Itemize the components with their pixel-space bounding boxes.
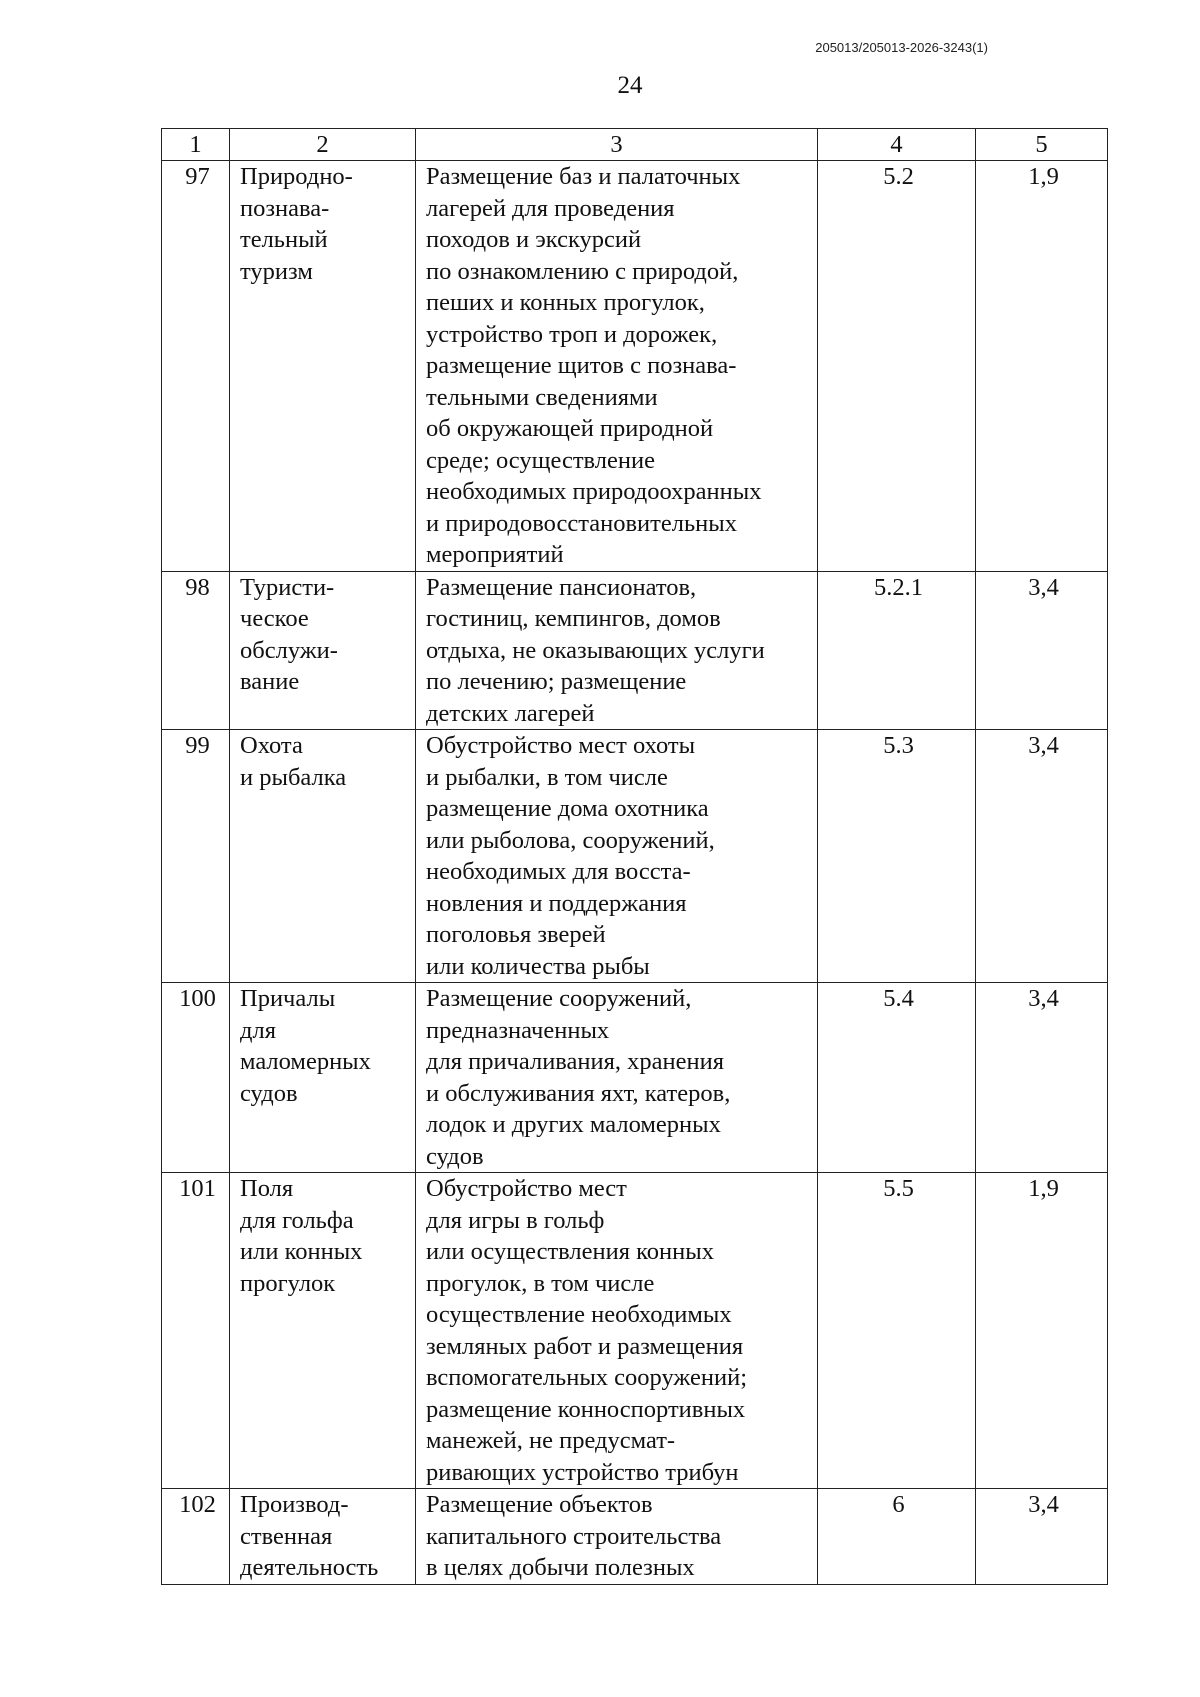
- description-line: тельными сведениями: [426, 383, 658, 411]
- land-use-table: [161, 128, 1108, 1585]
- row-number-cell: 99: [162, 730, 230, 983]
- description-line: Размещение сооружений,: [426, 985, 692, 1012]
- description-line: в целях добычи полезных: [426, 1554, 695, 1581]
- name-line: маломерных: [240, 1048, 371, 1075]
- description-line: необходимых для восста-: [426, 858, 691, 885]
- description-line: размещение щитов с познава-: [426, 352, 737, 379]
- name-line: Поля: [240, 1175, 294, 1202]
- name-line: или конных: [240, 1238, 363, 1265]
- code-cell: 5.3: [818, 730, 976, 983]
- description-line: Размещение баз и палаточных: [426, 163, 741, 190]
- table-row: [162, 571, 1108, 730]
- description-line: или количества рыбы: [426, 952, 650, 980]
- table-row: [162, 161, 1108, 572]
- table-header-row: [162, 129, 1108, 161]
- row-number-cell: 101: [162, 1173, 230, 1489]
- row-number-cell: 98: [162, 571, 230, 730]
- description-line: предназначенных: [426, 1016, 610, 1044]
- description-line: по лечению; размещение: [426, 668, 687, 695]
- description-line: необходимых природоохранных: [426, 478, 762, 505]
- column-header: 3: [416, 129, 818, 161]
- code-cell: 5.4: [818, 983, 976, 1173]
- name-line: вание: [240, 668, 300, 695]
- description-line: отдыха, не оказывающих услуги: [426, 636, 765, 664]
- row-number-cell: 97: [162, 161, 230, 572]
- description-cell: [416, 730, 818, 983]
- description-line: походов и экскурсий: [426, 226, 642, 253]
- name-line: обслужи-: [240, 636, 338, 664]
- table-row: [162, 1173, 1108, 1489]
- description-line: прогулок, в том числе: [426, 1269, 655, 1297]
- column-header: 5: [976, 129, 1108, 161]
- name-line: судов: [240, 1079, 298, 1107]
- row-number-cell: 100: [162, 983, 230, 1173]
- value-cell: 1,9: [976, 1173, 1108, 1489]
- description-cell: [416, 571, 818, 730]
- name-line: для гольфа: [240, 1206, 354, 1234]
- column-header: 4: [818, 129, 976, 161]
- table-row: [162, 983, 1108, 1173]
- description-line: и обслуживания яхт, катеров,: [426, 1079, 731, 1107]
- name-line: прогулок: [240, 1269, 336, 1297]
- description-line: для причаливания, хранения: [426, 1048, 725, 1075]
- land-use-name-cell: [230, 1173, 416, 1489]
- description-line: и природовосстановительных: [426, 509, 737, 537]
- name-line: деятельность: [240, 1554, 379, 1581]
- description-line: или осуществления конных: [426, 1238, 714, 1265]
- description-line: Обустройство мест: [426, 1175, 627, 1202]
- name-line: Причалы: [240, 985, 336, 1012]
- land-use-name-cell: [230, 1489, 416, 1585]
- value-cell: 1,9: [976, 161, 1108, 572]
- name-line: Охота: [240, 732, 303, 759]
- description-line: Обустройство мест охоты: [426, 732, 696, 759]
- description-line: лодок и других маломерных: [426, 1111, 721, 1138]
- code-cell: 6: [818, 1489, 976, 1585]
- column-header: 1: [162, 129, 230, 161]
- description-line: среде; осуществление: [426, 446, 655, 474]
- description-line: размещение дома охотника: [426, 795, 709, 822]
- description-line: новления и поддержания: [426, 889, 687, 917]
- description-line: земляных работ и размещения: [426, 1332, 744, 1360]
- description-line: гостиниц, кемпингов, домов: [426, 605, 721, 632]
- code-cell: 5.5: [818, 1173, 976, 1489]
- description-line: капитального строительства: [426, 1522, 722, 1550]
- table-row: [162, 730, 1108, 983]
- description-line: судов: [426, 1142, 484, 1170]
- code-cell: 5.2: [818, 161, 976, 572]
- description-cell: [416, 1173, 818, 1489]
- value-cell: 3,4: [976, 983, 1108, 1173]
- code-cell: 5.2.1: [818, 571, 976, 730]
- description-line: об окружающей природной: [426, 415, 714, 442]
- name-line: познава-: [240, 194, 330, 222]
- page-number: 24: [617, 72, 643, 99]
- description-line: размещение конноспортивных: [426, 1395, 746, 1423]
- description-line: манежей, не предусмат-: [426, 1427, 676, 1454]
- description-line: устройство троп и дорожек,: [426, 320, 718, 348]
- description-line: осуществление необходимых: [426, 1301, 732, 1328]
- description-line: или рыболова, сооружений,: [426, 826, 715, 854]
- land-use-name-cell: [230, 983, 416, 1173]
- description-line: Размещение объектов: [426, 1491, 653, 1518]
- name-line: Природно-: [240, 163, 353, 190]
- column-header: 2: [230, 129, 416, 161]
- name-line: ственная: [240, 1522, 333, 1550]
- description-cell: [416, 161, 818, 572]
- name-line: тельный: [240, 226, 328, 253]
- name-line: для: [240, 1016, 276, 1044]
- description-line: детских лагерей: [426, 699, 595, 727]
- description-cell: [416, 1489, 818, 1585]
- land-use-name-cell: [230, 161, 416, 572]
- name-line: ческое: [240, 605, 309, 632]
- name-line: Туристи-: [240, 573, 335, 601]
- description-line: пеших и конных прогулок,: [426, 289, 705, 316]
- description-line: ривающих устройство трибун: [426, 1458, 739, 1486]
- name-line: туризм: [240, 257, 313, 285]
- description-line: лагерей для проведения: [426, 194, 675, 222]
- description-line: и рыбалки, в том числе: [426, 763, 668, 791]
- description-line: поголовья зверей: [426, 921, 606, 948]
- description-line: вспомогательных сооружений;: [426, 1364, 748, 1391]
- table-row: [162, 1489, 1108, 1585]
- description-line: мероприятий: [426, 541, 564, 568]
- description-line: для игры в гольф: [426, 1206, 605, 1234]
- value-cell: 3,4: [976, 571, 1108, 730]
- land-use-name-cell: [230, 730, 416, 983]
- value-cell: 3,4: [976, 1489, 1108, 1585]
- document-id: 205013/205013-2026-3243(1): [815, 40, 988, 55]
- land-use-name-cell: [230, 571, 416, 730]
- row-number-cell: 102: [162, 1489, 230, 1585]
- table-body: [162, 161, 1108, 1585]
- value-cell: 3,4: [976, 730, 1108, 983]
- name-line: Производ-: [240, 1491, 349, 1518]
- description-line: Размещение пансионатов,: [426, 573, 697, 601]
- description-line: по ознакомлению с природой,: [426, 257, 739, 285]
- name-line: и рыбалка: [240, 763, 347, 791]
- description-cell: [416, 983, 818, 1173]
